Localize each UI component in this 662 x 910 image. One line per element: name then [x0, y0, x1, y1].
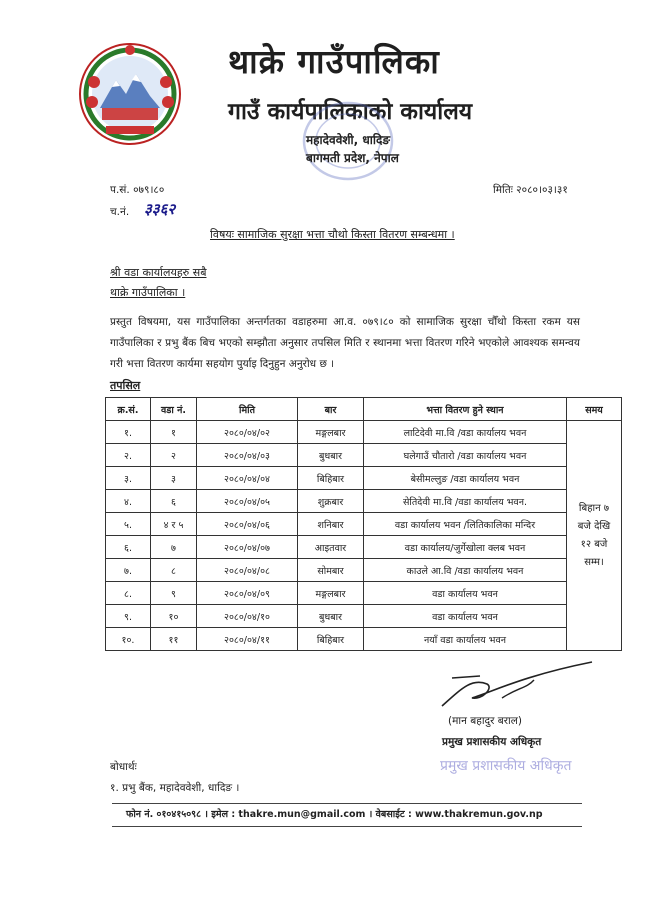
cell-day: बुधबार	[298, 605, 364, 628]
cell-sn: ३.	[106, 467, 151, 490]
cell-date: २०८०/०४/०७	[197, 536, 298, 559]
cc-line-1: १. प्रभु बैंक, महादेववेशी, धादिङ ।	[110, 782, 240, 794]
office-subtitle: गाउँ कार्यपालिकाको कार्यालय	[228, 99, 473, 125]
reference-number: प.सं. ०७९।८०	[110, 184, 165, 196]
cell-day: बुधबार	[298, 444, 364, 467]
cell-day: शुक्रबार	[298, 490, 364, 513]
cell-ward: ८	[151, 559, 197, 582]
table-row	[106, 421, 622, 444]
municipality-title: थाक्रे गाउँपालिका	[228, 42, 440, 81]
table-row	[106, 582, 622, 605]
time-line-2: बजे देखि	[577, 520, 611, 532]
table-row	[106, 559, 622, 582]
cell-place: बेसीमल्लुङ /वडा कार्यालय भवन	[364, 467, 567, 490]
letter-body: प्रस्तुत विषयमा, यस गाउँपालिका अन्तर्गतका वडाहरुमा आ.व. ०७९।८० को सामाजिक सुरक्षा चौँथो किस्ता रकम यस गाउँपालिका र प्रभु बैंक बिच भएको सम्झौता अनुसार तपसिल मिति र स्थानमा भत्ता वितरण गरिने भएकोले आवश्यक समन्वय गरी भत्ता वितरण कार्यमा सहयोग पुर्याइ दिनुहुन अनुरोध छ ।	[110, 316, 580, 370]
table-header-row	[106, 398, 622, 421]
cell-place: नयाँ वडा कार्यालय भवन	[364, 628, 567, 651]
cell-date: २०८०/०४/११	[197, 628, 298, 651]
schedule-heading: तपसिल	[110, 379, 141, 392]
cell-date: २०८०/०४/०६	[197, 513, 298, 536]
chalani-label: च.नं.	[110, 206, 130, 218]
cell-place: वडा कार्यालय भवन /लितिकालिका मन्दिर	[364, 513, 567, 536]
col-header-day: बार	[298, 398, 364, 421]
table-row	[106, 467, 622, 490]
cell-date: २०८०/०४/०९	[197, 582, 298, 605]
address-line-2: बागमती प्रदेश, नेपाल	[306, 151, 399, 165]
cc-heading: बोधार्थः	[110, 761, 137, 773]
col-header-ward: वडा नं.	[151, 398, 197, 421]
time-line-1: बिहान ७	[578, 502, 610, 514]
cell-time	[567, 421, 622, 651]
col-header-time: समय	[567, 398, 622, 421]
cell-date: २०८०/०४/१०	[197, 605, 298, 628]
cell-place: सेतिदेवी मा.वि /वडा कार्यालय भवन.	[364, 490, 567, 513]
cell-sn: १०.	[106, 628, 151, 651]
table-row	[106, 513, 622, 536]
distribution-schedule-table	[105, 397, 622, 651]
cell-sn: ५.	[106, 513, 151, 536]
col-header-date: मिति	[197, 398, 298, 421]
cell-sn: ४.	[106, 490, 151, 513]
footer-top-rule	[112, 803, 582, 804]
cell-sn: २.	[106, 444, 151, 467]
footer-bottom-rule	[112, 826, 582, 827]
cell-ward: २	[151, 444, 197, 467]
cell-sn: ८.	[106, 582, 151, 605]
cell-place: वडा कार्यालय/जुर्गेखोला क्लब भवन	[364, 536, 567, 559]
cell-day: शनिबार	[298, 513, 364, 536]
cell-ward: १०	[151, 605, 197, 628]
signatory-name: (मान बहादुर बराल)	[448, 715, 522, 727]
cell-ward: ३	[151, 467, 197, 490]
chalani-number-handwritten: ३३६२	[144, 200, 176, 218]
cell-ward: १	[151, 421, 197, 444]
cell-ward: ६	[151, 490, 197, 513]
cell-ward: ७	[151, 536, 197, 559]
footer-contact: फोन नं. ०१०४१५०९८ । इमेल : thakre.mun@gmail.com । वेबसाईट : www.thakremun.gov.np	[126, 809, 543, 820]
signatory-designation: प्रमुख प्रशासकीय अधिकृत	[442, 736, 542, 748]
letter-subject: विषयः सामाजिक सुरक्षा भत्ता चौथो किस्ता वितरण सम्बन्धमा ।	[210, 228, 455, 241]
cell-day: बिहिबार	[298, 628, 364, 651]
cell-place: वडा कार्यालय भवन	[364, 605, 567, 628]
cell-sn: ७.	[106, 559, 151, 582]
cell-place: वडा कार्यालय भवन	[364, 582, 567, 605]
table-row	[106, 490, 622, 513]
cell-day: मङ्गलबार	[298, 582, 364, 605]
cell-ward: ९	[151, 582, 197, 605]
cell-sn: ९.	[106, 605, 151, 628]
cell-ward: ११	[151, 628, 197, 651]
handwritten-signature	[432, 658, 602, 714]
table-row	[106, 444, 622, 467]
recipient-line-2: थाक्रे गाउँपालिका ।	[110, 286, 186, 299]
cell-date: २०८०/०४/०४	[197, 467, 298, 490]
col-header-sn: क्र.सं.	[106, 398, 151, 421]
cell-date: २०८०/०४/०३	[197, 444, 298, 467]
cell-day: मङ्गलबार	[298, 421, 364, 444]
address-line-1: महादेववेशी, धादिङ	[306, 133, 390, 147]
col-header-place: भत्ता वितरण हुने स्थान	[364, 398, 567, 421]
cell-sn: ६.	[106, 536, 151, 559]
cell-date: २०८०/०४/०२	[197, 421, 298, 444]
cell-ward: ४ र ५	[151, 513, 197, 536]
recipient-line-1: श्री वडा कार्यालयहरु सबै	[110, 266, 207, 279]
cell-date: २०८०/०४/०५	[197, 490, 298, 513]
time-line-3: १२ बजे	[580, 538, 608, 550]
cell-day: सोमबार	[298, 559, 364, 582]
table-row	[106, 628, 622, 651]
cell-place: घलेगाउँ चौतारो /वडा कार्यालय भवन	[364, 444, 567, 467]
cell-place: लाटिदेवी मा.वि /वडा कार्यालय भवन	[364, 421, 567, 444]
cell-place: काउले आ.वि /वडा कार्यालय भवन	[364, 559, 567, 582]
table-row	[106, 605, 622, 628]
time-line-4: सम्म।	[584, 556, 604, 568]
municipality-emblem-logo	[78, 42, 182, 146]
letter-date: मितिः २०८०।०३।३१	[493, 184, 568, 196]
cell-day: आइतवार	[298, 536, 364, 559]
cell-day: बिहिबार	[298, 467, 364, 490]
table-row	[106, 536, 622, 559]
designation-stamp: प्रमुख प्रशासकीय अधिकृत	[440, 758, 572, 774]
cell-date: २०८०/०४/०८	[197, 559, 298, 582]
cell-sn: १.	[106, 421, 151, 444]
